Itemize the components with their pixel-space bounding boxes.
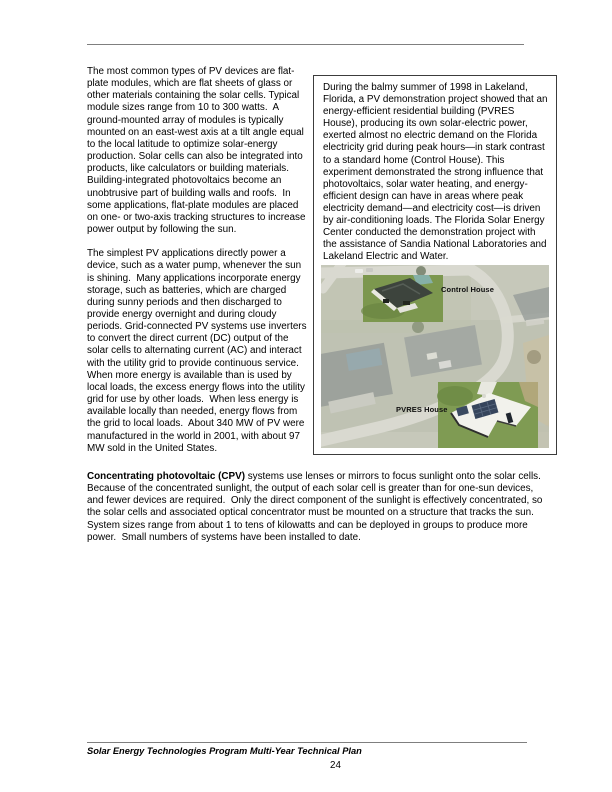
pvres-house-label: PVRES House xyxy=(396,405,448,414)
footer-document-title: Solar Energy Technologies Program Multi-Year Technical Plan xyxy=(87,746,362,756)
sidebar-callout-box xyxy=(313,75,557,455)
footer-rule xyxy=(87,742,527,743)
left-text-column xyxy=(87,66,310,467)
page-number: 24 xyxy=(330,760,341,771)
aerial-photo-graphic xyxy=(321,265,549,448)
paragraph-flat-plate-modules: The most common types of PV devices are flat-plate modules, which are flat sheets of glass or other materials containing the solar cells. Typical module sizes range from 10 to 300 watts. A ground-mounted array of modules is typically mounted on an east-west axis at a tilt angle equal to the local latitude to optimize solar-energy production. Solar cells can also be integrated into products, like calculators or building materials. Building-integrated photovoltaics become an unobtrusive part of building walls and roofs. In some applications, flat-plate modules are placed on one- or two-axis tracking structures to increase power output by following the sun. xyxy=(87,66,309,236)
control-house-highlight xyxy=(361,275,443,322)
aerial-photo xyxy=(321,265,549,448)
cpv-body-text: systems use lenses or mirrors to focus sunlight onto the solar cells. Because of the concentrated sunlight, the output of each solar cell is greater than for one-sun devices, and fewer devices are required. Only the direct component of the sunlight is effectively concentrated, so the solar cells and associated optical concentrator must be mounted on a structure that tracks the sun. System sizes range from about 1 to tens of kilowatts and can be deployed in groups to produce more power. Small numbers of systems have been installed to date. xyxy=(87,471,547,543)
paragraph-cpv xyxy=(87,471,547,544)
header-rule xyxy=(87,44,524,45)
control-house-label: Control House xyxy=(441,285,494,294)
pvres-house-highlight xyxy=(437,382,538,448)
sidebar-text: During the balmy summer of 1998 in Lakeland, Florida, a PV demonstration project showed that an energy-efficient residential building (PVRES House), producing its own solar-electric power, exerted almost no electric demand on the Florida electricity grid during peak hours—in stark contrast to a standard home (Control House). This experiment demonstrated the strong influence that photovoltaics, solar water heating, and energy-efficient design can have in areas where peak electricity demand—and electricity cost—is driven by air-conditioning loads. The Florida Solar Energy Center conducted the demonstration project with the assistance of Sandia National Laboratories and Lakeland Electric and Water. xyxy=(323,82,551,263)
paragraph-pv-applications: The simplest PV applications directly power a device, such as a water pump, whenever the sun is shining. Many applications incorporate energy storage, such as batteries, which are charged during sunny periods and then discharged to provide energy overnight and during cloudy periods. Grid-connected PV systems use inverters to convert the direct current (DC) output of the solar cells to alternating current (AC) and interact with the utility grid to provide continuous service. When more energy is available than is used by local loads, the excess energy flows into the utility grid for use by other loads. When less energy is available locally than needed, energy flows from the grid to local loads. About 340 MW of PV were manufactured in the world in 2001, with about 97 MW sold in the United States. xyxy=(87,248,310,454)
cpv-lead-bold: Concentrating photovoltaic (CPV) xyxy=(87,471,245,482)
